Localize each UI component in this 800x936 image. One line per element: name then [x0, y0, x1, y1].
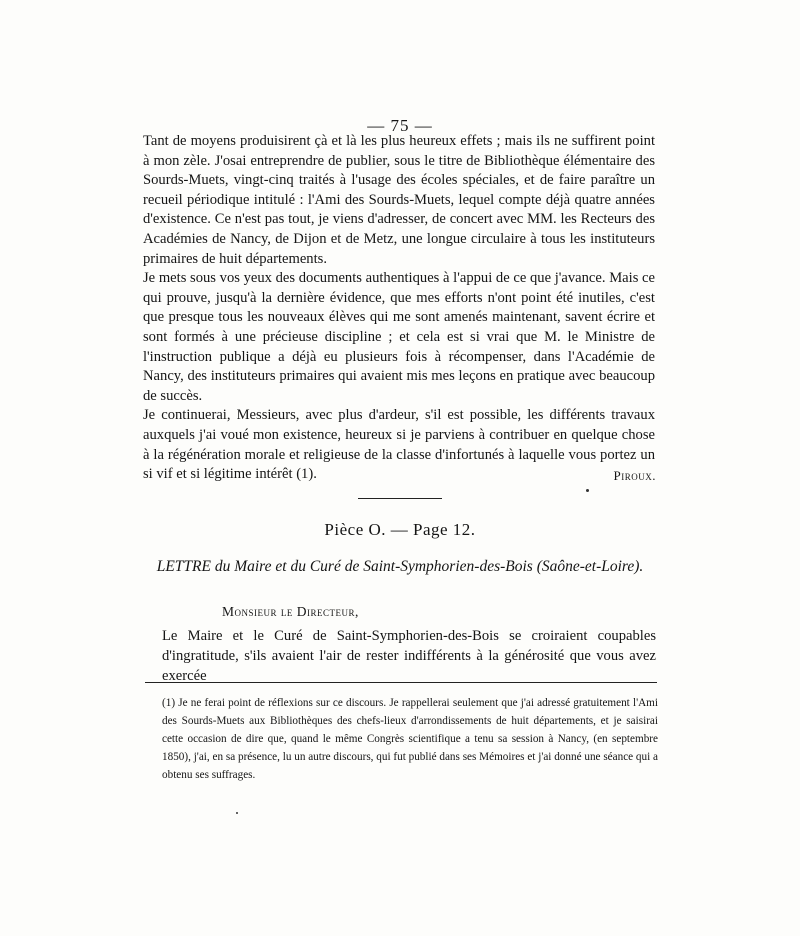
section-title: Pièce O. — Page 12. [324, 520, 476, 539]
letter-title: LETTRE du Maire et du Curé de Saint-Symphorien-des-Bois (Saône-et-Loire). [156, 558, 644, 575]
paragraph: Le Maire et le Curé de Saint-Symphorien-des-Bois se croiraient coupables d'ingratitude, s'ils avaient l'air de rester indifférents à la générosité que vous avez exercée [162, 628, 656, 684]
signature: Piroux. [613, 468, 656, 483]
footnote-text: (1) Je ne ferai point de réflexions sur ce discours. Je rappellerai seulement que j'ai adressé gratuitement l'Ami des Sourds-Muets aux Bibliothèques des chefs-lieux d'arrondissements de huit départements, et je saisirai cette occasion de dire que, quand le même Congrès scientifique a tenu sa session à Nancy, (en septembre 1850), j'ai, en sa présence, lu un autre discours, qui fut publié dans ses Mémoires et j'ai donné une séance qui a obtenu ses suffrages. [162, 697, 658, 781]
footnote-divider [145, 682, 657, 683]
footnote [162, 694, 658, 784]
salutation: Monsieur le Directeur, [222, 604, 359, 619]
body-text [143, 132, 655, 485]
letter-body [162, 626, 656, 686]
divider [358, 498, 442, 499]
paragraph: Tant de moyens produisirent çà et là les plus heureux effets ; mais ils ne suffirent point à mon zèle. J'osai entreprendre de publier, sous le titre de Bibliothèque élémentaire des Sourds-Muets, vingt-cinq traités à l'usage des écoles spéciales, et de faire paraître un recueil périodique intitulé : l'Ami des Sourds-Muets, lequel compte déjà quatre années d'existence. Ce n'est pas tout, je viens d'adresser, de concert avec MM. les Recteurs des Académies de Nancy, de Dijon et de Metz, une longue circulaire à tous les instituteurs primaires de huit départements. [143, 133, 655, 267]
paragraph: Je mets sous vos yeux des documents authentiques à l'appui de ce que j'avance. Mais ce qui prouve, jusqu'à la dernière évidence, que mes efforts n'ont point été inutiles, c'est que presque tous les nouveaux élèves qui me sont amenés maintenant, savent écrire et sont formés à une précieuse discipline ; et cela est si vrai que M. le Ministre de l'instruction publique a déjà eu plusieurs fois à récompenser, dans l'Académie de Nancy, des instituteurs primaires qui avaient mis mes leçons en pratique avec beaucoup de succès. [143, 270, 655, 404]
page-number: — 75 — [367, 116, 433, 135]
paragraph: Je continuerai, Messieurs, avec plus d'ardeur, s'il est possible, les différents travaux auxquels j'ai voué mon existence, heureux si je parviens à contribuer en quelque chose à la régénération morale et religieuse de la classe d'infortunés à laquelle vous portez un si vif et si légitime intérêt (1). [143, 407, 655, 483]
